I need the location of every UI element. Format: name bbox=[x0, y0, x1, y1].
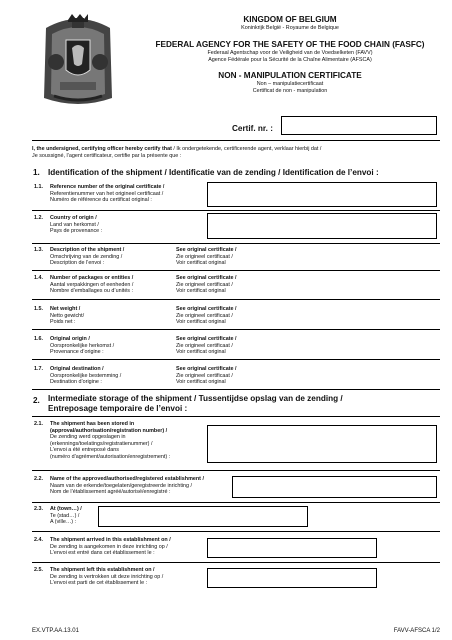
agency-name-fr: Agence Fédérale pour la Sécurité de la Chaîne Alimentaire (AFSCA) bbox=[208, 56, 372, 63]
label-line: The shipment has been stored in bbox=[50, 421, 135, 427]
label-line: De zending is vertrokken uit deze inrichting op / bbox=[50, 573, 164, 580]
label-line: L’envoi a été entreposé dans bbox=[50, 447, 119, 454]
label-line: Description of the shipment / bbox=[50, 247, 125, 253]
item-number: 1.1. bbox=[34, 184, 43, 190]
section1-number: 1. bbox=[33, 168, 40, 177]
divider bbox=[32, 243, 440, 244]
label-line: Pays de provenance : bbox=[50, 228, 103, 235]
see-original-note bbox=[176, 366, 237, 386]
section2-title-line1: Intermediate storage of the shipment / Tussentijdse opslag van de zending / bbox=[48, 394, 343, 403]
item-number: 1.6. bbox=[34, 336, 43, 342]
item-number: 2.4. bbox=[34, 537, 43, 543]
item-number: 2.3. bbox=[34, 506, 43, 512]
label-line: Provenance d’origine : bbox=[50, 349, 104, 356]
departure-date-field[interactable] bbox=[207, 568, 377, 588]
see-line: See original certificate / bbox=[176, 247, 237, 253]
kingdom-title: KINGDOM OF BELGIUM bbox=[243, 15, 337, 24]
label-line: Oorspronkelijke bestemming / bbox=[50, 372, 122, 379]
see-original-note bbox=[176, 336, 237, 356]
agency-title: FEDERAL AGENCY FOR THE SAFETY OF THE FOOD CHAIN (FASFC) bbox=[155, 40, 425, 49]
item-2-5-label bbox=[50, 567, 163, 587]
label-line: Nombre d’emballages ou d’unités : bbox=[50, 288, 134, 295]
country-of-origin-field[interactable] bbox=[207, 213, 437, 239]
see-line: Zie origineel certificaat / bbox=[176, 342, 233, 349]
divider bbox=[32, 531, 440, 532]
declaration-line2: Je soussigné, l’agent certificateur, certifie par la présente que : bbox=[32, 152, 182, 159]
label-line: Number of packages or entities / bbox=[50, 275, 134, 281]
see-line: See original certificate / bbox=[176, 275, 237, 281]
item-number: 1.7. bbox=[34, 366, 43, 372]
label-line: Netto gewicht/ bbox=[50, 312, 85, 319]
label-line: L’envoi est entré dans cet établissement le : bbox=[50, 550, 155, 557]
item-number: 1.3. bbox=[34, 247, 43, 253]
divider bbox=[32, 299, 440, 300]
see-line: Zie origineel certificaat / bbox=[176, 281, 233, 288]
label-line: (erkennings/toelatings/registratienummer) / bbox=[50, 440, 153, 447]
label-line: Land van herkomst / bbox=[50, 221, 99, 228]
divider bbox=[32, 329, 440, 330]
label-line: L’envoi est parti de cet établissement le : bbox=[50, 580, 148, 587]
divider bbox=[32, 416, 440, 417]
see-line: Voir certificat original bbox=[176, 260, 226, 267]
item-2-3-label bbox=[50, 506, 82, 526]
item-2-1-label bbox=[50, 421, 170, 461]
establishment-name-field[interactable] bbox=[232, 476, 437, 498]
see-line: Voir certificat original bbox=[176, 319, 226, 326]
label-line: At (town…) / bbox=[50, 506, 82, 512]
divider bbox=[32, 470, 440, 471]
label-line: Aantal verpakkingen of eenheden / bbox=[50, 281, 134, 288]
item-number: 1.4. bbox=[34, 275, 43, 281]
footer-document-code: EX.VTP.AA.13.01 bbox=[32, 628, 79, 634]
label-line: Omschrijving van de zending / bbox=[50, 253, 123, 260]
see-line: See original certificate / bbox=[176, 366, 237, 372]
label-line: Oorspronkelijke herkomst / bbox=[50, 342, 115, 349]
item-number: 1.2. bbox=[34, 215, 43, 221]
see-line: Zie origineel certificaat / bbox=[176, 253, 233, 260]
item-1-4-label bbox=[50, 275, 133, 295]
section2-title-line2: Entreposage temporaire de l’envoi : bbox=[48, 403, 188, 413]
item-number: 2.5. bbox=[34, 567, 43, 573]
label-line: Reference number of the original certificate / bbox=[50, 184, 165, 190]
see-line: See original certificate / bbox=[176, 306, 237, 312]
label-line: Country of origin / bbox=[50, 215, 97, 221]
item-number: 2.2. bbox=[34, 476, 43, 482]
item-1-7-label bbox=[50, 366, 121, 386]
see-original-note bbox=[176, 306, 237, 326]
divider bbox=[32, 562, 440, 563]
section2-title bbox=[48, 394, 443, 413]
item-1-1-label bbox=[50, 184, 164, 204]
item-1-3-label bbox=[50, 247, 124, 267]
certificate-number-label: Certif. nr. : bbox=[232, 124, 273, 133]
see-original-note bbox=[176, 275, 237, 295]
certificate-title-nl: Non – manipulatiecertificaat bbox=[256, 81, 324, 87]
label-line: (approval/authorisation/registration number) / bbox=[50, 427, 168, 434]
section2-number: 2. bbox=[33, 396, 40, 405]
coat-of-arms-logo bbox=[38, 14, 118, 110]
section1-title: Identification of the shipment / Identificatie van de zending / Identification de l’envoi : bbox=[48, 168, 379, 177]
see-original-note bbox=[176, 247, 237, 267]
label-line: The shipment left this establishment on / bbox=[50, 567, 155, 573]
label-line: Nom de l’établissement agréé/autorisé/enregistré : bbox=[50, 489, 171, 496]
kingdom-subtitle: Koninkrijk België - Royaume de Belgique bbox=[241, 25, 339, 31]
divider bbox=[32, 389, 440, 390]
see-line: Voir certificat original bbox=[176, 379, 226, 386]
item-1-2-label bbox=[50, 215, 102, 235]
agency-name-nl: Federaal Agentschap voor de Veiligheid van de Voedselketen (FAVV) bbox=[207, 50, 373, 56]
label-line: Original destination / bbox=[50, 366, 104, 372]
item-number: 2.1. bbox=[34, 421, 43, 427]
declaration-line1-bold: I, the undersigned, certifying officer hereby certify that bbox=[32, 146, 172, 152]
label-line: Destination d’origine : bbox=[50, 379, 102, 386]
see-line: Voir certificat original bbox=[176, 349, 226, 356]
certificate-title-fr: Certificat de non - manipulation bbox=[252, 87, 328, 94]
label-line: Naam van de erkende/toegelaten/geregistreerde inrichting / bbox=[50, 482, 193, 489]
item-1-6-label bbox=[50, 336, 114, 356]
label-line: Name of the approved/authorised/registered establishment / bbox=[50, 476, 204, 482]
item-2-2-label bbox=[50, 476, 204, 496]
label-line: Original origin / bbox=[50, 336, 90, 342]
declaration bbox=[32, 146, 442, 159]
label-line: Numéro de référence du certificat original : bbox=[50, 197, 152, 204]
label-line: De zending is aangekomen in deze inrichting op / bbox=[50, 543, 168, 550]
see-line: Zie origineel certificaat / bbox=[176, 372, 233, 379]
label-line: The shipment arrived in this establishment on / bbox=[50, 537, 171, 543]
see-line: Voir certificat original bbox=[176, 288, 226, 295]
item-number: 1.5. bbox=[34, 306, 43, 312]
see-line: Zie origineel certificaat / bbox=[176, 312, 233, 319]
label-line: Description de l’envoi : bbox=[50, 260, 105, 267]
town-field[interactable] bbox=[98, 506, 308, 527]
divider bbox=[32, 140, 440, 141]
arrival-date-field[interactable] bbox=[207, 538, 377, 558]
divider bbox=[32, 502, 440, 503]
divider bbox=[32, 210, 440, 211]
storage-approval-number-field[interactable] bbox=[207, 425, 437, 463]
see-line: See original certificate / bbox=[176, 336, 237, 342]
label-line: A (ville…) : bbox=[50, 519, 77, 526]
certificate-title: NON - MANIPULATION CERTIFICATE bbox=[218, 71, 362, 80]
item-1-5-label bbox=[50, 306, 84, 326]
label-line: (numéro d’agrément/autorisation/enregistrement) : bbox=[50, 453, 171, 460]
declaration-line1-rest: / Ik ondergetekende, certificerende agent, verklaar hierbij dat / bbox=[171, 146, 322, 152]
label-line: Te (stad…) / bbox=[50, 512, 80, 519]
label-line: Net weight / bbox=[50, 306, 81, 312]
label-line: Referentienummer van het origineel certificaat / bbox=[50, 190, 164, 197]
footer-page-number: FAVV-AFSCA 1/2 bbox=[393, 628, 440, 634]
divider bbox=[32, 359, 440, 360]
original-certificate-reference-field[interactable] bbox=[207, 182, 437, 207]
divider bbox=[32, 270, 440, 271]
item-2-4-label bbox=[50, 537, 171, 557]
label-line: Poids net : bbox=[50, 319, 76, 326]
label-line: De zending werd opgeslagen in bbox=[50, 434, 126, 441]
certificate-number-field[interactable] bbox=[281, 116, 437, 135]
